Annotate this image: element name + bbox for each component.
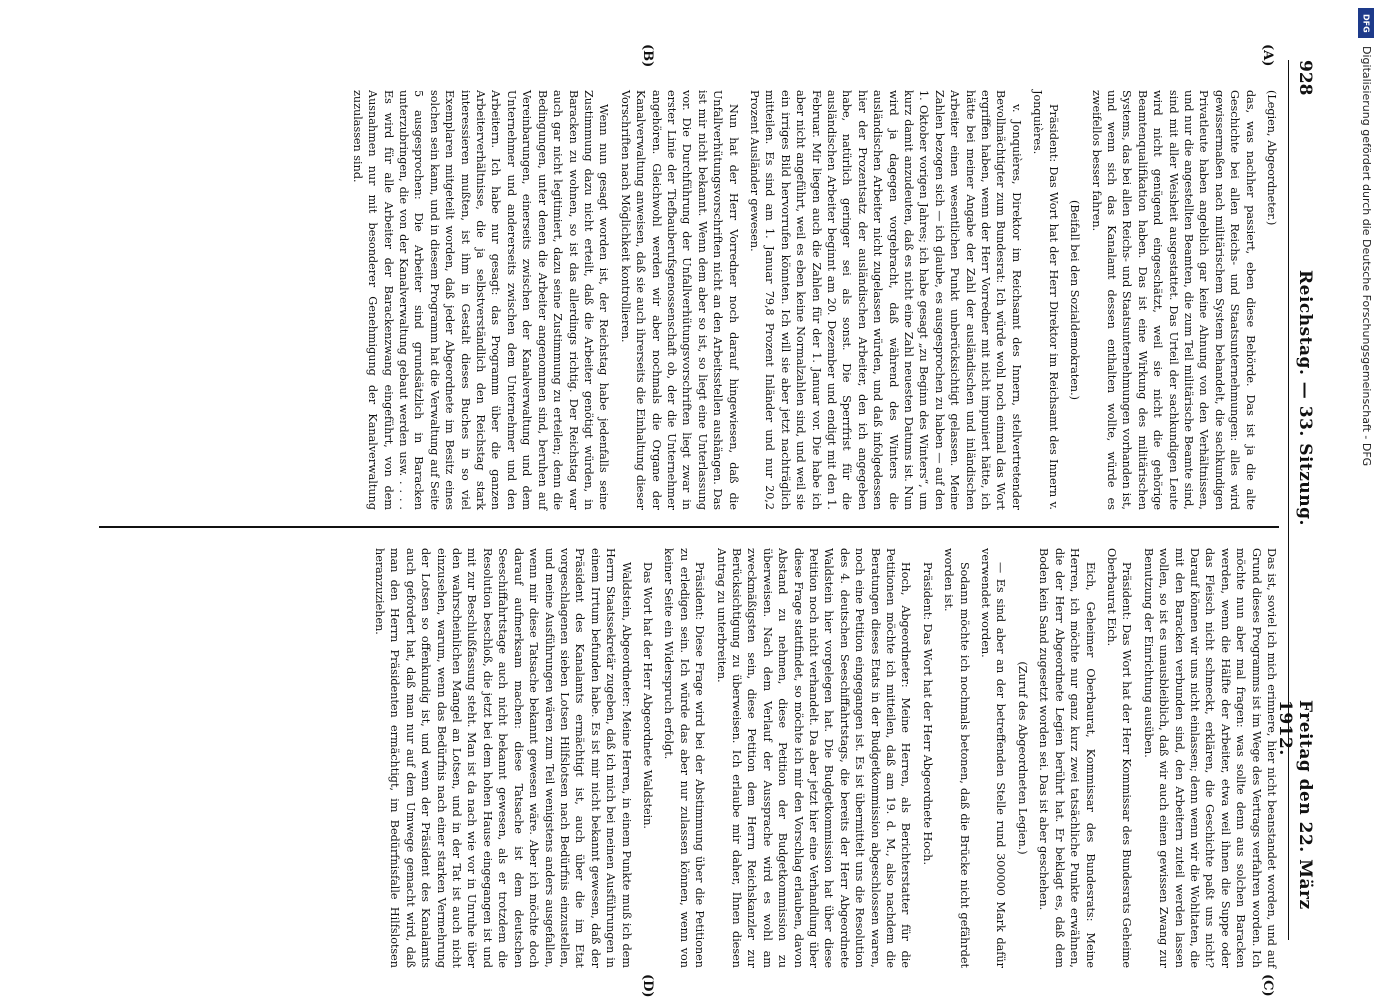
president-statement: Präsident: Das Wort hat der Herr Abgeordnete Hoch. xyxy=(920,562,934,866)
left-column xyxy=(343,90,1279,510)
president-statement: Präsident: Das Wort hat der Herr Direktor im Reichsamt des Innern v. Jonquières. xyxy=(1031,90,1060,510)
column-divider xyxy=(99,526,1279,528)
paragraph: Wenn nun gesagt worden ist, der Reichstag habe jedenfalls seine Zustimmung dazu nicht erteilt, daß die Arbeiter genötigt würden, in Baracken zu wohnen, so ist das allerdings richtig. Der Reichstag war auch gar nicht legitimiert, dazu seine Zustimmung zu erteilen; denn die Bedingungen, unter denen die Arbeiter angenommen sind, beruhen auf Vereinbarungen, einerseits zwischen der Kanalverwaltung und dem Unternehmer und andererseits zwischen dem Unternehmer und den Arbeitern. Ich habe nur gesagt: das Programm über die ganzen Arbeiterverhältnisse, die ja selbstverständlich den Reichstag stark interessieren mußten, ist ihm in Gestalt dieses Buches in so viel Exemplaren mitgeteilt worden, daß jeder Abgeordnete im Besitz eines solchen sein kann, und in diesem Programm hat die Verwaltung auf Seite 5 ausgesprochen: Die Arbeiter sind grundsätzlich in Baracken unterzubringen, die von der Kanalverwaltung gebaut werden usw. . . . . Es wird für alle Arbeiter der Barackenzwang eingeführt, von dem Ausnahmen nur mit besonderer Genehmigung der Kanalverwaltung zuzulassen sind. xyxy=(350,90,611,510)
paragraph: Waldstein, Abgeordneter: Meine Herren, in einem Punkte muß ich dem Herrn Staatssekretär zugeben, daß ich mich bei meinen Ausführungen in einem Irrtum befunden habe. Es ist mir nicht bekannt gewesen, daß der Präsident des Kanalamts ermächtigt ist, auch über die im Etat vorgeschlagenen sieben Lotsen Hilfslotsen nach Bedürfnis einzustellen, und meine Ausführungen wären zum Teil wenigstens anders ausgefallen, wenn mir diese Tatsache bekannt gewesen wäre. Aber ich möchte doch darauf aufmerksam machen: diese Tatsache ist dem deutschen Seeschiffahrtstage auch nicht bekannt gewesen, als er trotzdem die Resolution beschloß, die jetzt bei dem hohen Hause eingegangen ist und mit zur Beschlußfassung steht. Man ist da nach wie vor in Unruhe über den wahrscheinlichen Mangel an Lotsen, und in der Tat ist auch nicht einzusehen, warum, wenn das Bedürfnis nach einer starken Vermehrung der Lotsen so offenkundig ist, und wenn der Präsident des Kanalamts auch gefordert hat, daß man nur auf dem Umwege gemacht wird, daß man den Herrn Präsidenten ermächtigt, im Bedürfnisfalle Hilfslotsen heranzuziehen. xyxy=(373,548,633,968)
interjection-note: (Zuruf des Abgeordneten Legien.) xyxy=(1015,661,1029,855)
president-statement: Präsident: Das Wort hat der Herr Kommissar des Bundesrats Geheime Oberbaurat Eich. xyxy=(1104,548,1134,968)
margin-note-b: (B) xyxy=(640,44,655,68)
digitization-caption xyxy=(1355,8,1377,998)
applause-note: (Beifall bei den Sozialdemokraten.) xyxy=(1068,199,1082,401)
rotated-page xyxy=(45,0,1335,1000)
paragraph: Nun hat der Herr Vorredner noch darauf hingewiesen, daß die Unfallverhütungsvorschriften nicht an den Arbeitsstellen aushängen. Das ist mir nicht bekannt. Wenn dem aber so ist, so liegt eine Unterlassung vor. Die Durchführung der Unfallverhütungsvorschriften liegt zwar in erster Linie der Tiefbauberufsgenossenschaft ob, der die Unternehmer angehören. Gleichwohl werden wir aber nochmals die Organe der Kanalverwaltung anweisen, daß sie auch ihrerseits die Einhaltung dieser Vorschriften nach Möglichkeit kontrollieren. xyxy=(618,90,740,510)
dfg-logo: DFG xyxy=(1358,8,1374,38)
paragraph: Das ist, soviel ich mich erinnere, hier nicht beanstandet worden, und auf Grund dieses Programms ist im Wege des Vertrags verfahren worden. Ich möchte nun aber mal fragen: was sollte denn aus solchen Baracken werden, wenn die Hälfte der Arbeiter, etwa weil ihnen die Suppe oder das Fleisch nicht schmeckt, erklären, die Geschichte paßt uns nicht? Darauf können wir uns nicht einlassen; denn wenn wir die Wohltaten, die mit den Baracken verbunden sind, den Arbeitern zuteil werden lassen wollen, so ist es unausbleiblich, daß wir auch einen gewissen Zwang zur Benutzung der Einrichtung ausüben. xyxy=(1141,548,1278,968)
margin-note-a: (A) xyxy=(1260,44,1275,67)
paragraph: das, was nachher passiert, eben diese Behörde. Das ist ja die alte Geschichte bei allen Reichs- und Staatsunternehmungen: alles wird gewissermaßen nach militärischem System behandelt, die sachkundigen Privatleute haben angeblich gar keine Ahnung von den Verhältnissen, und nur die angestellten Beamten, die zum Teil militärische Beamte sind, sind mit aller Weisheit ausgestattet. Das Urteil der sachkundigen Leute wird nicht genügend eingeschätzt, weil sie nicht die gehörige Beamtenqualifikation haben. Das ist eine Wirkung des militärischen Systems, das bei allen Reichs- und Staatsunternehmungen vorhanden ist, und wenn sich das Kanalamt dessen enthalten wollte, würde es zweifellos besser fahren. xyxy=(1089,90,1257,510)
caption-text: Digitalisierung gefördert durch die Deutsche Forschungsgemeinschaft - DFG xyxy=(1360,46,1373,467)
paragraph: Hoch, Abgeordneter: Meine Herren, als Berichterstatter für die Petitionen möchte ich mitteilen, daß am 19. d. M., also nachdem die Beratungen dieses Etats in der Budgetkommission abgeschlossen waren, noch eine Petition eingegangen ist. Es ist übermittelt uns die Resolution des 4. deutschen Seeschiffahrtstags, die bereits der Herr Abgeordnete Waldstein hier vorgelegen hat. Die Budgetkommission hat über diese Petition noch nicht verhandelt. Da aber jetzt hier eine Verhandlung über diese Frage stattfindet, so möchte ich mir den Vorschlag erlauben, davon Abstand zu nehmen, diese Petition der Budgetkommission zu überweisen. Nach dem Verlauf der Aussprache wird es wohl am zweckmäßigsten sein, diese Petition dem Herrn Reichskanzler zur Berücksichtigung zu überweisen. Ich erlaube mir daher, Ihnen diesen Antrag zu unterbreiten. xyxy=(714,548,913,968)
header-session: Reichstag. — 33. Sitzung. xyxy=(1295,270,1315,526)
page-number: 928 xyxy=(1295,60,1315,96)
paragraph: Eich, Geheimer Oberbaurat, Kommissar des Bundesrats: Meine Herren, ich möchte nur ganz kurz zwei tatsächliche Punkte erwähnen, die der Herr Abgeordnete Legien berührt hat. Er beklagt es, daß dem Boden kein Sand zugesetzt worden sei. Das ist aber geschehen. xyxy=(1037,548,1097,968)
paragraph: v. Jonquières, Direktor im Reichsamt des Innern, stellvertretender Bevollmächtigter zum Bundesrat: Ich würde wohl noch einmal das Wort ergriffen haben, wenn der Herr Vorredner mit nicht impuniert hätte, ich hätte bei meiner Angabe der Zahl der ausländischen und inländischen Arbeiter einen wesentlichen Punkt unberücksichtigt gelassen. Meine Zahlen bezogen sich — ich glaube, es ausgesprochen zu haben — auf den 1. Oktober vorigen Jahres; ich habe gesagt „zu Beginn des Winters“, um kurz damit anzudeuten, daß es nicht eine Zahl neuesten Datums ist. Nun wird ja dagegen vorgebracht, daß während des Winters die ausländischen Arbeiter nicht zugelassen würden, und daß infolgedessen hier der Prozentsatz der ausländischen Arbeiter, den ich angegeben habe, natürlich geringer sei als sonst. Die Sperrfrist für die ausländischen Arbeiter beginnt am 20. Dezember und endigt mit den 1. Februar. Mir liegen auch die Zahlen für der 1. Januar vor. Die habe ich aber nicht angeführt, weil es eben keine Normalzahlen sind, und weil sie ein irriges Bild hervorrufen könnten. Ich will sie aber jetzt nachträglich mitteilen. Es sind am 1. Januar 79,8 Prozent Inländer und nur 20,2 Prozent Ausländer gewesen. xyxy=(748,90,1023,510)
president-statement: Das Wort hat der Herr Abgeordnete Waldstein. xyxy=(640,562,654,829)
margin-note-c: (C) xyxy=(1260,974,1275,997)
header-date: Freitag den 22. März 1912. xyxy=(1275,700,1315,910)
margin-note-d: (D) xyxy=(640,974,655,998)
right-column xyxy=(366,548,1279,968)
speaker-continuation: (Legien, Abgeordneter.) xyxy=(1265,90,1278,226)
paragraph: Sodann möchte ich nochmals betonen, daß die Brücke nicht gefährdet worden ist. xyxy=(942,548,971,968)
paragraph: — Es sind aber an der betreffenden Stelle rund 300000 Mark dafür verwendet worden. xyxy=(979,548,1008,968)
president-statement: Präsident: Diese Frage wird bei der Abstimmung über die Petitionen zu erledigen sein. Ich würde das aber nur zulassen können, wenn von keiner Seite ein Widerspruch erfolgt. xyxy=(662,548,707,968)
page-header xyxy=(1275,60,1317,940)
